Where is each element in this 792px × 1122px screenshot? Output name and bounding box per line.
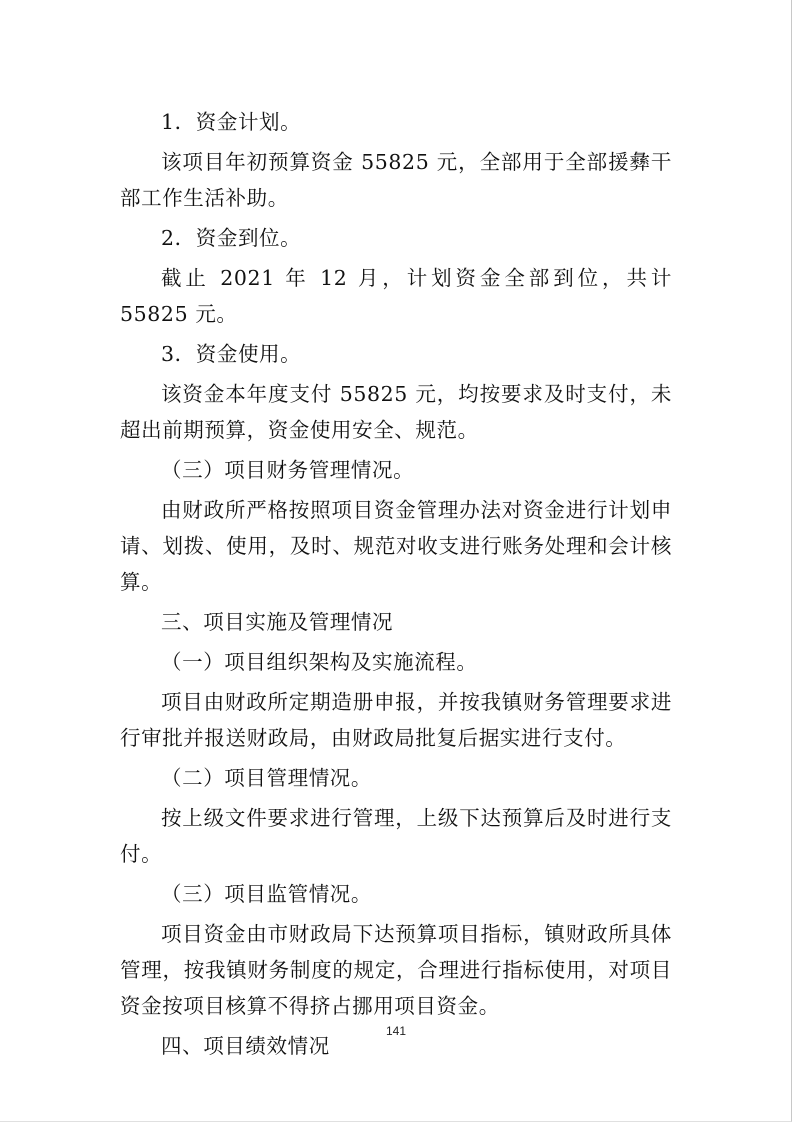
section-heading-implementation: 三、项目实施及管理情况 xyxy=(161,610,394,634)
paragraph-fund-arrival-heading: 2．资金到位。 xyxy=(161,226,302,250)
paragraph-fund-arrival-text: 截止 2021 年 12 月，计划资金全部到位，共计 55825 元。 xyxy=(120,266,672,326)
paragraph-supervision-text: 项目资金由市财政局下达预算项目指标，镇财政所具体管理，按我镇财务制度的规定，合理进行指标使用，对项目资金按项目核算不得挤占挪用项目资金。 xyxy=(120,922,672,1018)
paragraph-finance-management-heading: （三）项目财务管理情况。 xyxy=(161,458,415,482)
paragraph-fund-plan-heading: 1．资金计划。 xyxy=(161,110,302,134)
paragraph-finance-management-text: 由财政所严格按照项目资金管理办法对资金进行计划申请、划拨、使用，及时、规范对收支进行账务处理和会计核算。 xyxy=(120,498,672,594)
paragraph-organization-text: 项目由财政所定期造册申报，并按我镇财务管理要求进行审批并报送财政局，由财政局批复后据实进行支付。 xyxy=(120,690,672,750)
paragraph-fund-usage-heading: 3．资金使用。 xyxy=(161,342,302,366)
document-body xyxy=(120,104,672,1064)
paragraph-fund-usage-text: 该资金本年度支付 55825 元，均按要求及时支付，未超出前期预算，资金使用安全、规范。 xyxy=(120,382,672,442)
paragraph-fund-plan-text: 该项目年初预算资金 55825 元，全部用于全部援彝干部工作生活补助。 xyxy=(120,150,672,210)
paragraph-organization-heading: （一）项目组织架构及实施流程。 xyxy=(161,650,478,674)
paragraph-management-text: 按上级文件要求进行管理，上级下达预算后及时进行支付。 xyxy=(120,806,672,866)
paragraph-management-heading: （二）项目管理情况。 xyxy=(161,766,372,790)
section-heading-performance: 四、项目绩效情况 xyxy=(161,1034,330,1058)
page-number: 141 xyxy=(385,1024,407,1038)
paragraph-supervision-heading: （三）项目监管情况。 xyxy=(161,882,372,906)
